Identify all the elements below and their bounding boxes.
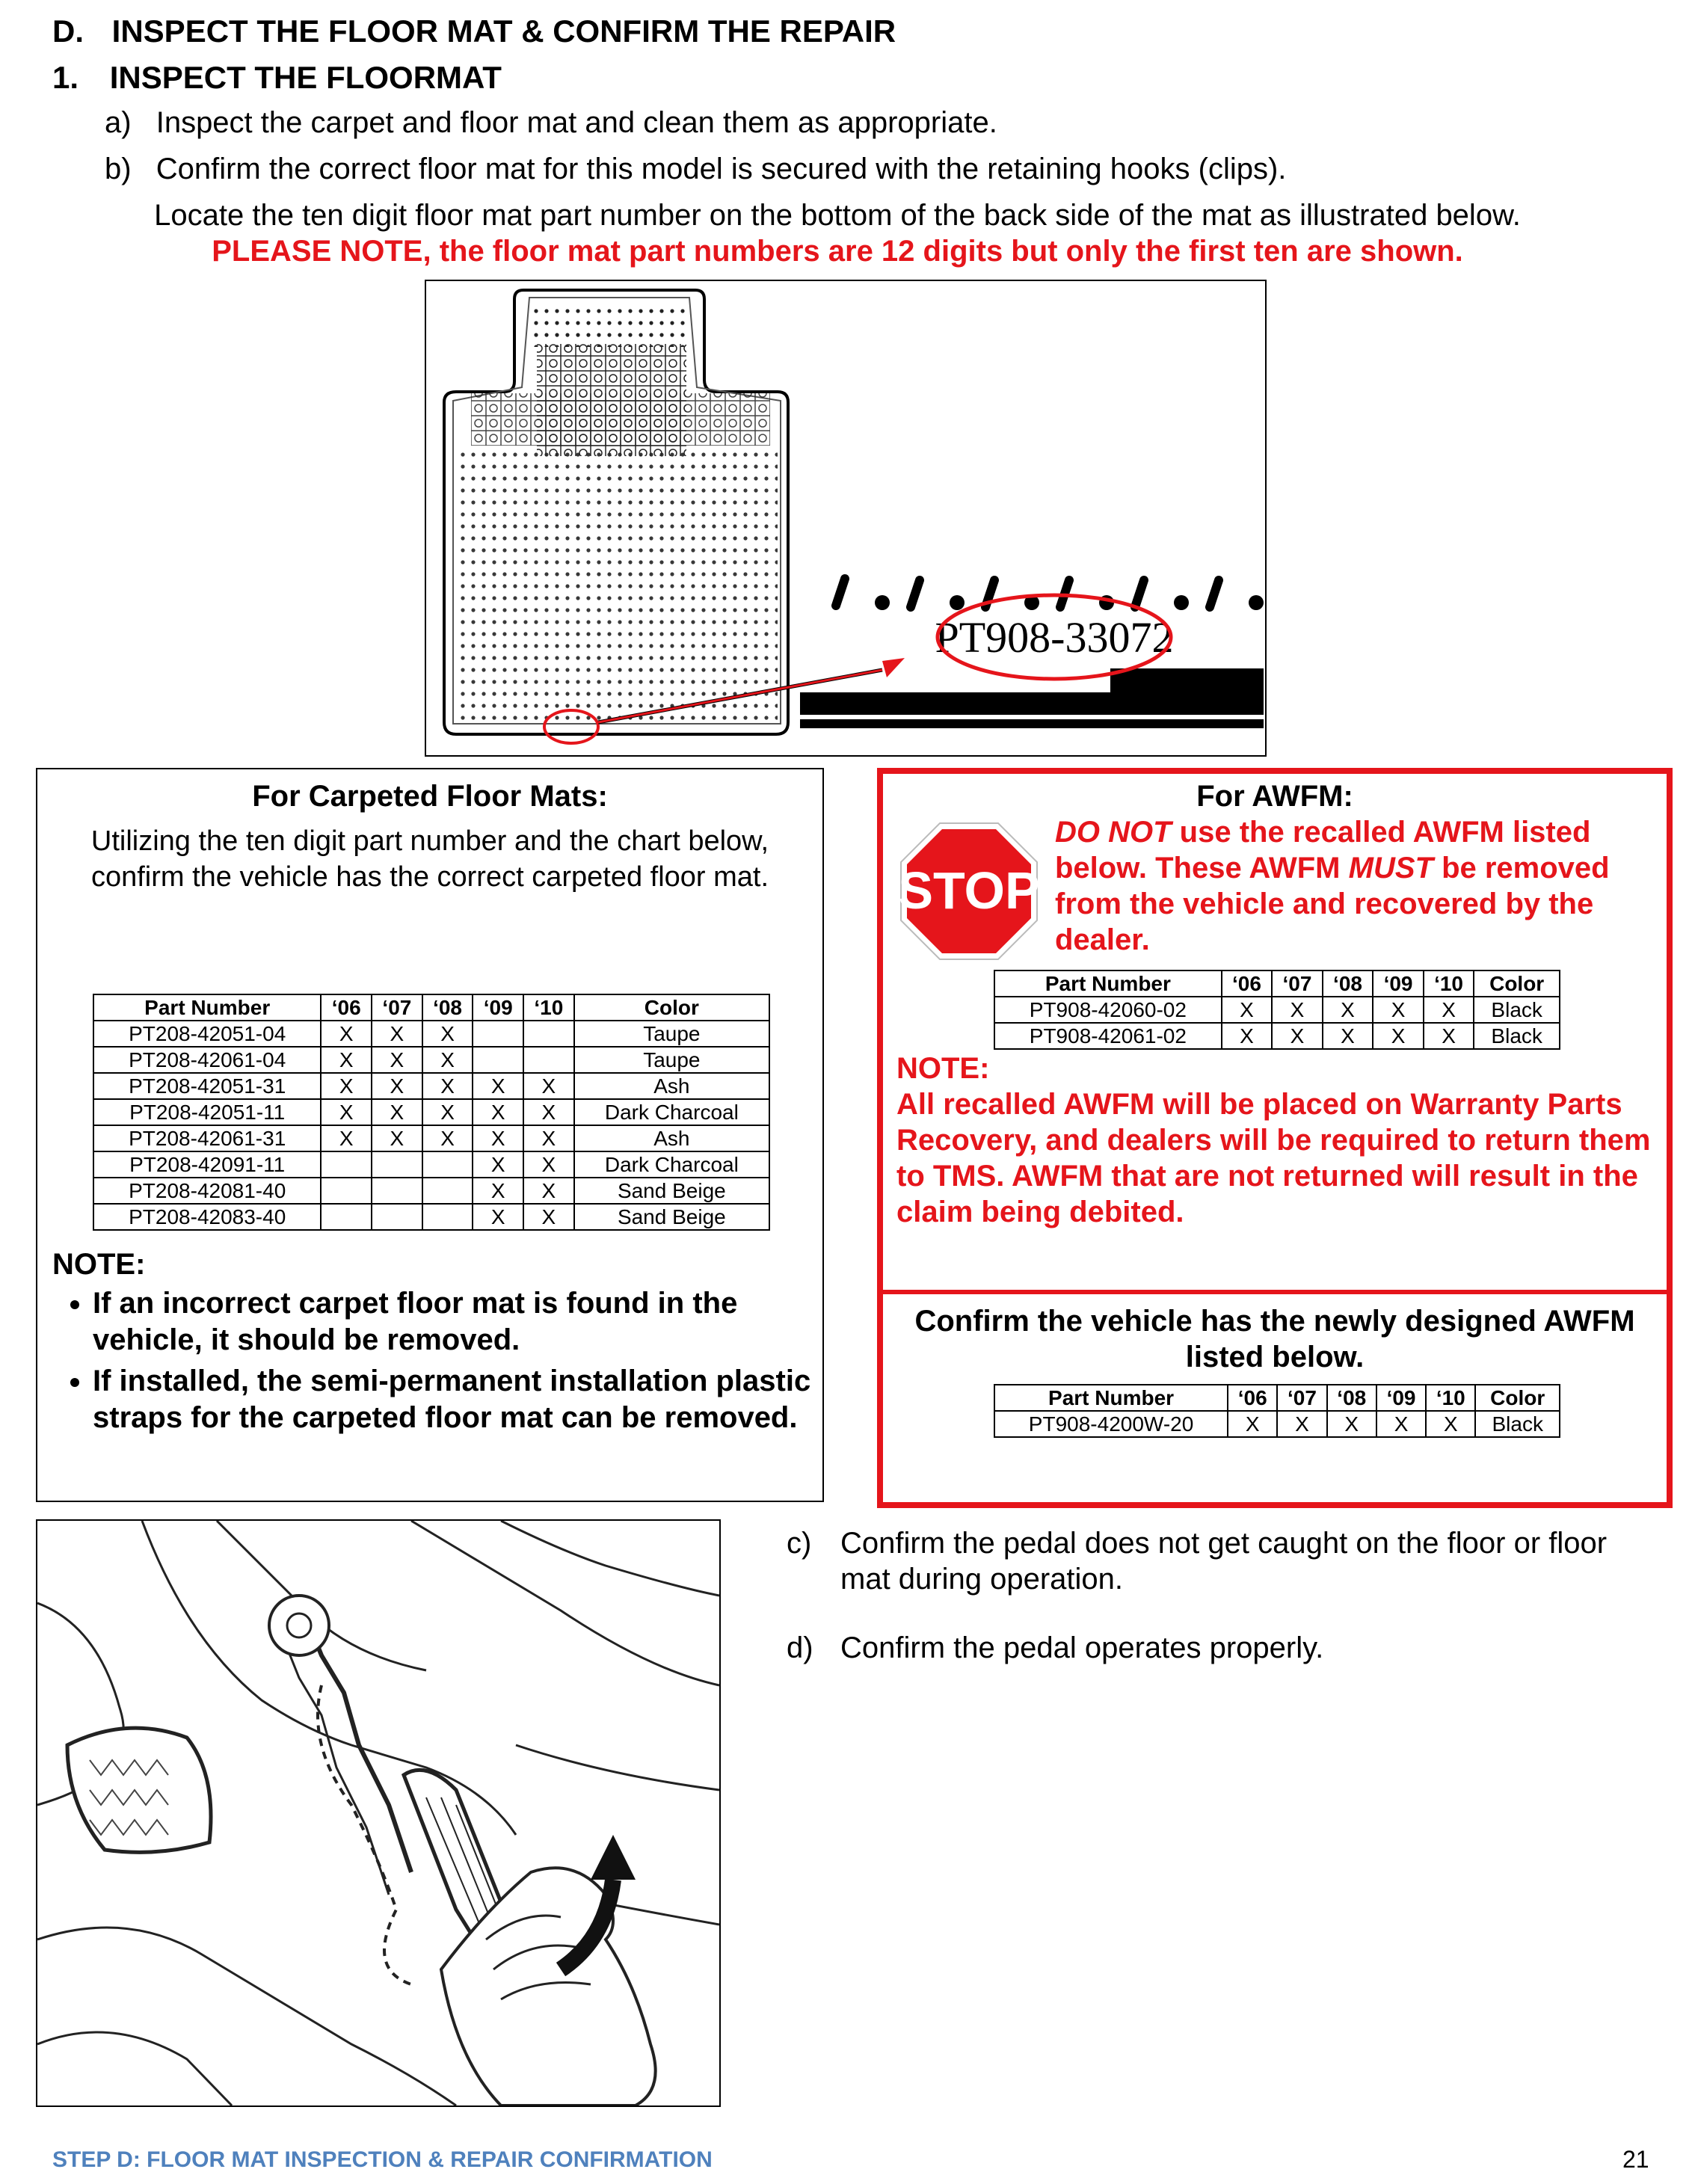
pedal-illustration <box>37 1521 719 2105</box>
carpeted-note-item: • If installed, the semi-permanent installation plastic straps for the carpeted floor mat can be removed. <box>93 1363 840 1436</box>
table-row <box>93 1099 769 1125</box>
table-cell: X <box>1327 1411 1376 1437</box>
table-cell: X <box>1222 997 1273 1023</box>
table-header-cell: ‘08 <box>1323 971 1373 997</box>
mat-dot-field <box>456 452 778 721</box>
table-cell: Dark Charcoal <box>574 1151 769 1178</box>
table-cell: Ash <box>574 1073 769 1099</box>
table-header-cell: ‘10 <box>1426 1385 1475 1411</box>
step-d <box>787 1630 1654 1666</box>
table-row <box>994 997 1560 1023</box>
awfm-confirm-title: Confirm the vehicle has the newly designed AWFM listed below. <box>914 1305 1635 1374</box>
table-cell: PT208-42061-31 <box>93 1125 321 1151</box>
table-row <box>93 1125 769 1151</box>
new-awfm-table <box>994 1384 1560 1438</box>
locate-text: Locate the ten digit floor mat part number on the bottom of the back side of the mat as illustrated below. <box>154 199 1521 232</box>
section-heading <box>52 13 896 49</box>
table-cell: X <box>321 1099 372 1125</box>
table-header-cell: ‘06 <box>321 994 372 1021</box>
table-cell <box>422 1151 473 1178</box>
pedal-figure <box>36 1519 721 2107</box>
table-cell <box>321 1204 372 1230</box>
table-cell: Sand Beige <box>574 1204 769 1230</box>
awfm-warning <box>1055 814 1653 958</box>
table-cell: X <box>473 1073 523 1099</box>
warning-emphasis: DO NOT <box>1055 816 1172 849</box>
carpeted-box <box>36 768 824 1502</box>
table-cell: PT208-42051-31 <box>93 1073 321 1099</box>
step-b-text: Confirm the correct floor mat for this model is secured with the retaining hooks (clips). <box>156 153 1287 185</box>
heel-dots <box>531 302 686 347</box>
table-cell: PT908-4200W-20 <box>994 1411 1228 1437</box>
table-cell: Black <box>1474 997 1560 1023</box>
table-cell: X <box>422 1125 473 1151</box>
step-b <box>105 153 1286 186</box>
table-cell: Black <box>1475 1411 1560 1437</box>
table-row <box>93 1073 769 1099</box>
table-row <box>994 1411 1560 1437</box>
table-header-cell: Part Number <box>994 971 1222 997</box>
table-header-cell: ‘06 <box>1228 1385 1277 1411</box>
table-cell: X <box>1424 1023 1474 1049</box>
table-cell: X <box>1424 997 1474 1023</box>
table-cell: Taupe <box>574 1047 769 1073</box>
table-cell: X <box>1373 997 1424 1023</box>
table-cell: PT208-42051-11 <box>93 1099 321 1125</box>
table-header-cell: Color <box>1474 971 1560 997</box>
table-row <box>93 1178 769 1204</box>
table-cell <box>523 1021 574 1047</box>
table-header-cell: ‘07 <box>1277 1385 1326 1411</box>
table-cell: X <box>473 1204 523 1230</box>
table-cell: X <box>1272 997 1323 1023</box>
table-cell: X <box>372 1125 422 1151</box>
table-cell <box>372 1178 422 1204</box>
table-cell: X <box>422 1021 473 1047</box>
step-heading <box>52 60 502 96</box>
table-cell <box>372 1204 422 1230</box>
step-a <box>105 106 997 140</box>
table-cell: X <box>422 1099 473 1125</box>
step-b-marker: b) <box>105 153 132 185</box>
table-header-cell: ‘08 <box>1327 1385 1376 1411</box>
step-title: INSPECT THE FLOORMAT <box>109 60 502 95</box>
footer-label: STEP D: FLOOR MAT INSPECTION & REPAIR CONFIRMATION <box>52 2147 713 2172</box>
table-cell <box>473 1047 523 1073</box>
carpeted-parts-table <box>93 994 770 1231</box>
table-cell <box>321 1151 372 1178</box>
table-cell <box>321 1178 372 1204</box>
table-row <box>93 1047 769 1073</box>
table-header-cell: ‘09 <box>473 994 523 1021</box>
table-header-cell: ‘07 <box>1272 971 1323 997</box>
table-cell: X <box>1323 1023 1373 1049</box>
table-header-cell: Part Number <box>994 1385 1228 1411</box>
table-cell: X <box>372 1047 422 1073</box>
page-number: 21 <box>1622 2146 1649 2173</box>
table-row <box>994 1023 1560 1049</box>
mat-part-label: PT908-33072 <box>935 613 1174 662</box>
table-cell <box>523 1047 574 1073</box>
step-c-text: Confirm the pedal does not get caught on the floor or floor mat during operation. <box>840 1527 1608 1596</box>
section-letter: D. <box>52 13 84 49</box>
table-cell: Dark Charcoal <box>574 1099 769 1125</box>
table-cell: Taupe <box>574 1021 769 1047</box>
table-cell: X <box>523 1125 574 1151</box>
awfm-note <box>896 1051 1659 1230</box>
awfm-note-label: NOTE: <box>896 1052 990 1085</box>
table-cell: X <box>473 1178 523 1204</box>
table-cell: X <box>321 1125 372 1151</box>
section-title: INSPECT THE FLOOR MAT & CONFIRM THE REPAIR <box>111 13 896 49</box>
table-cell: X <box>1426 1411 1475 1437</box>
table-cell: X <box>1373 1023 1424 1049</box>
table-cell: X <box>372 1021 422 1047</box>
step-a-text: Inspect the carpet and floor mat and clean them as appropriate. <box>156 106 997 139</box>
carpeted-notes <box>52 1285 840 1441</box>
step-a-marker: a) <box>105 106 132 139</box>
floor-mat-illustration <box>426 281 1265 755</box>
step-c-marker: c) <box>787 1527 812 1560</box>
table-cell: X <box>523 1073 574 1099</box>
table-cell: X <box>422 1073 473 1099</box>
awfm-box <box>877 768 1673 1508</box>
table-cell: PT908-42061-02 <box>994 1023 1222 1049</box>
step-c <box>787 1525 1654 1597</box>
carpeted-title: For Carpeted Floor Mats: <box>252 780 608 813</box>
stop-sign-text: STOP <box>898 861 1040 920</box>
table-cell: X <box>422 1047 473 1073</box>
table-header-cell: Color <box>1475 1385 1560 1411</box>
table-cell: X <box>473 1125 523 1151</box>
table-header-cell: ‘07 <box>372 994 422 1021</box>
table-cell: PT208-42051-04 <box>93 1021 321 1047</box>
table-header-cell: ‘09 <box>1373 971 1424 997</box>
table-header-cell: ‘06 <box>1222 971 1273 997</box>
warning-text: use the recalled AWFM listed below. These AWFM <box>1055 816 1591 885</box>
table-cell: PT208-42083-40 <box>93 1204 321 1230</box>
step-d-text: Confirm the pedal operates properly. <box>840 1631 1324 1664</box>
table-cell: X <box>1323 997 1373 1023</box>
recalled-awfm-table <box>994 970 1560 1050</box>
awfm-divider <box>883 1290 1667 1294</box>
table-header-cell: Part Number <box>93 994 321 1021</box>
awfm-title: For AWFM: <box>1196 780 1353 813</box>
table-cell: X <box>473 1151 523 1178</box>
table-cell: X <box>473 1099 523 1125</box>
step-number: 1. <box>52 60 79 95</box>
table-cell: X <box>523 1204 574 1230</box>
table-header-cell: ‘08 <box>422 994 473 1021</box>
table-cell <box>473 1021 523 1047</box>
table-header-cell: ‘09 <box>1376 1385 1426 1411</box>
table-cell: X <box>321 1073 372 1099</box>
table-row <box>93 1021 769 1047</box>
carpeted-intro: Utilizing the ten digit part number and the chart below, confirm the vehicle has the correct carpeted floor mat. <box>90 825 769 893</box>
table-cell: X <box>1277 1411 1326 1437</box>
table-row <box>93 1151 769 1178</box>
table-cell: X <box>372 1073 422 1099</box>
table-cell: Ash <box>574 1125 769 1151</box>
table-cell <box>422 1178 473 1204</box>
carpeted-note-item: • If an incorrect carpet floor mat is found in the vehicle, it should be removed. <box>93 1285 840 1359</box>
table-cell <box>422 1204 473 1230</box>
table-row <box>93 1204 769 1230</box>
table-cell: PT908-42060-02 <box>994 997 1222 1023</box>
table-cell: PT208-42061-04 <box>93 1047 321 1073</box>
please-note: PLEASE NOTE, the floor mat part numbers are 12 digits but only the first ten are shown. <box>212 235 1463 268</box>
carpeted-note-label: NOTE: <box>52 1248 146 1281</box>
table-cell: X <box>321 1021 372 1047</box>
table-cell: X <box>1228 1411 1277 1437</box>
table-header-cell: Color <box>574 994 769 1021</box>
table-cell: PT208-42081-40 <box>93 1178 321 1204</box>
brake-pedal <box>67 1728 211 1852</box>
warning-text: be removed from the vehicle and recovered by the dealer. <box>1055 852 1610 956</box>
step-d-marker: d) <box>787 1631 813 1664</box>
table-cell: X <box>1272 1023 1323 1049</box>
table-cell <box>372 1151 422 1178</box>
warning-emphasis: MUST <box>1348 852 1433 885</box>
table-header-cell: ‘10 <box>1424 971 1474 997</box>
table-cell: Sand Beige <box>574 1178 769 1204</box>
table-cell: X <box>1376 1411 1426 1437</box>
table-cell: X <box>523 1099 574 1125</box>
table-cell: Black <box>1474 1023 1560 1049</box>
table-cell: PT208-42091-11 <box>93 1151 321 1178</box>
table-cell: X <box>321 1047 372 1073</box>
table-cell: X <box>1222 1023 1273 1049</box>
table-cell: X <box>523 1151 574 1178</box>
table-cell: X <box>523 1178 574 1204</box>
awfm-note-text: All recalled AWFM will be placed on Warranty Parts Recovery, and dealers will be required to return them to TMS. AWFM that are not returned will result in the claim being debited. <box>896 1088 1651 1228</box>
table-cell: X <box>372 1099 422 1125</box>
floor-mat-figure <box>425 280 1267 757</box>
table-header-cell: ‘10 <box>523 994 574 1021</box>
stop-sign-icon <box>898 820 1040 962</box>
